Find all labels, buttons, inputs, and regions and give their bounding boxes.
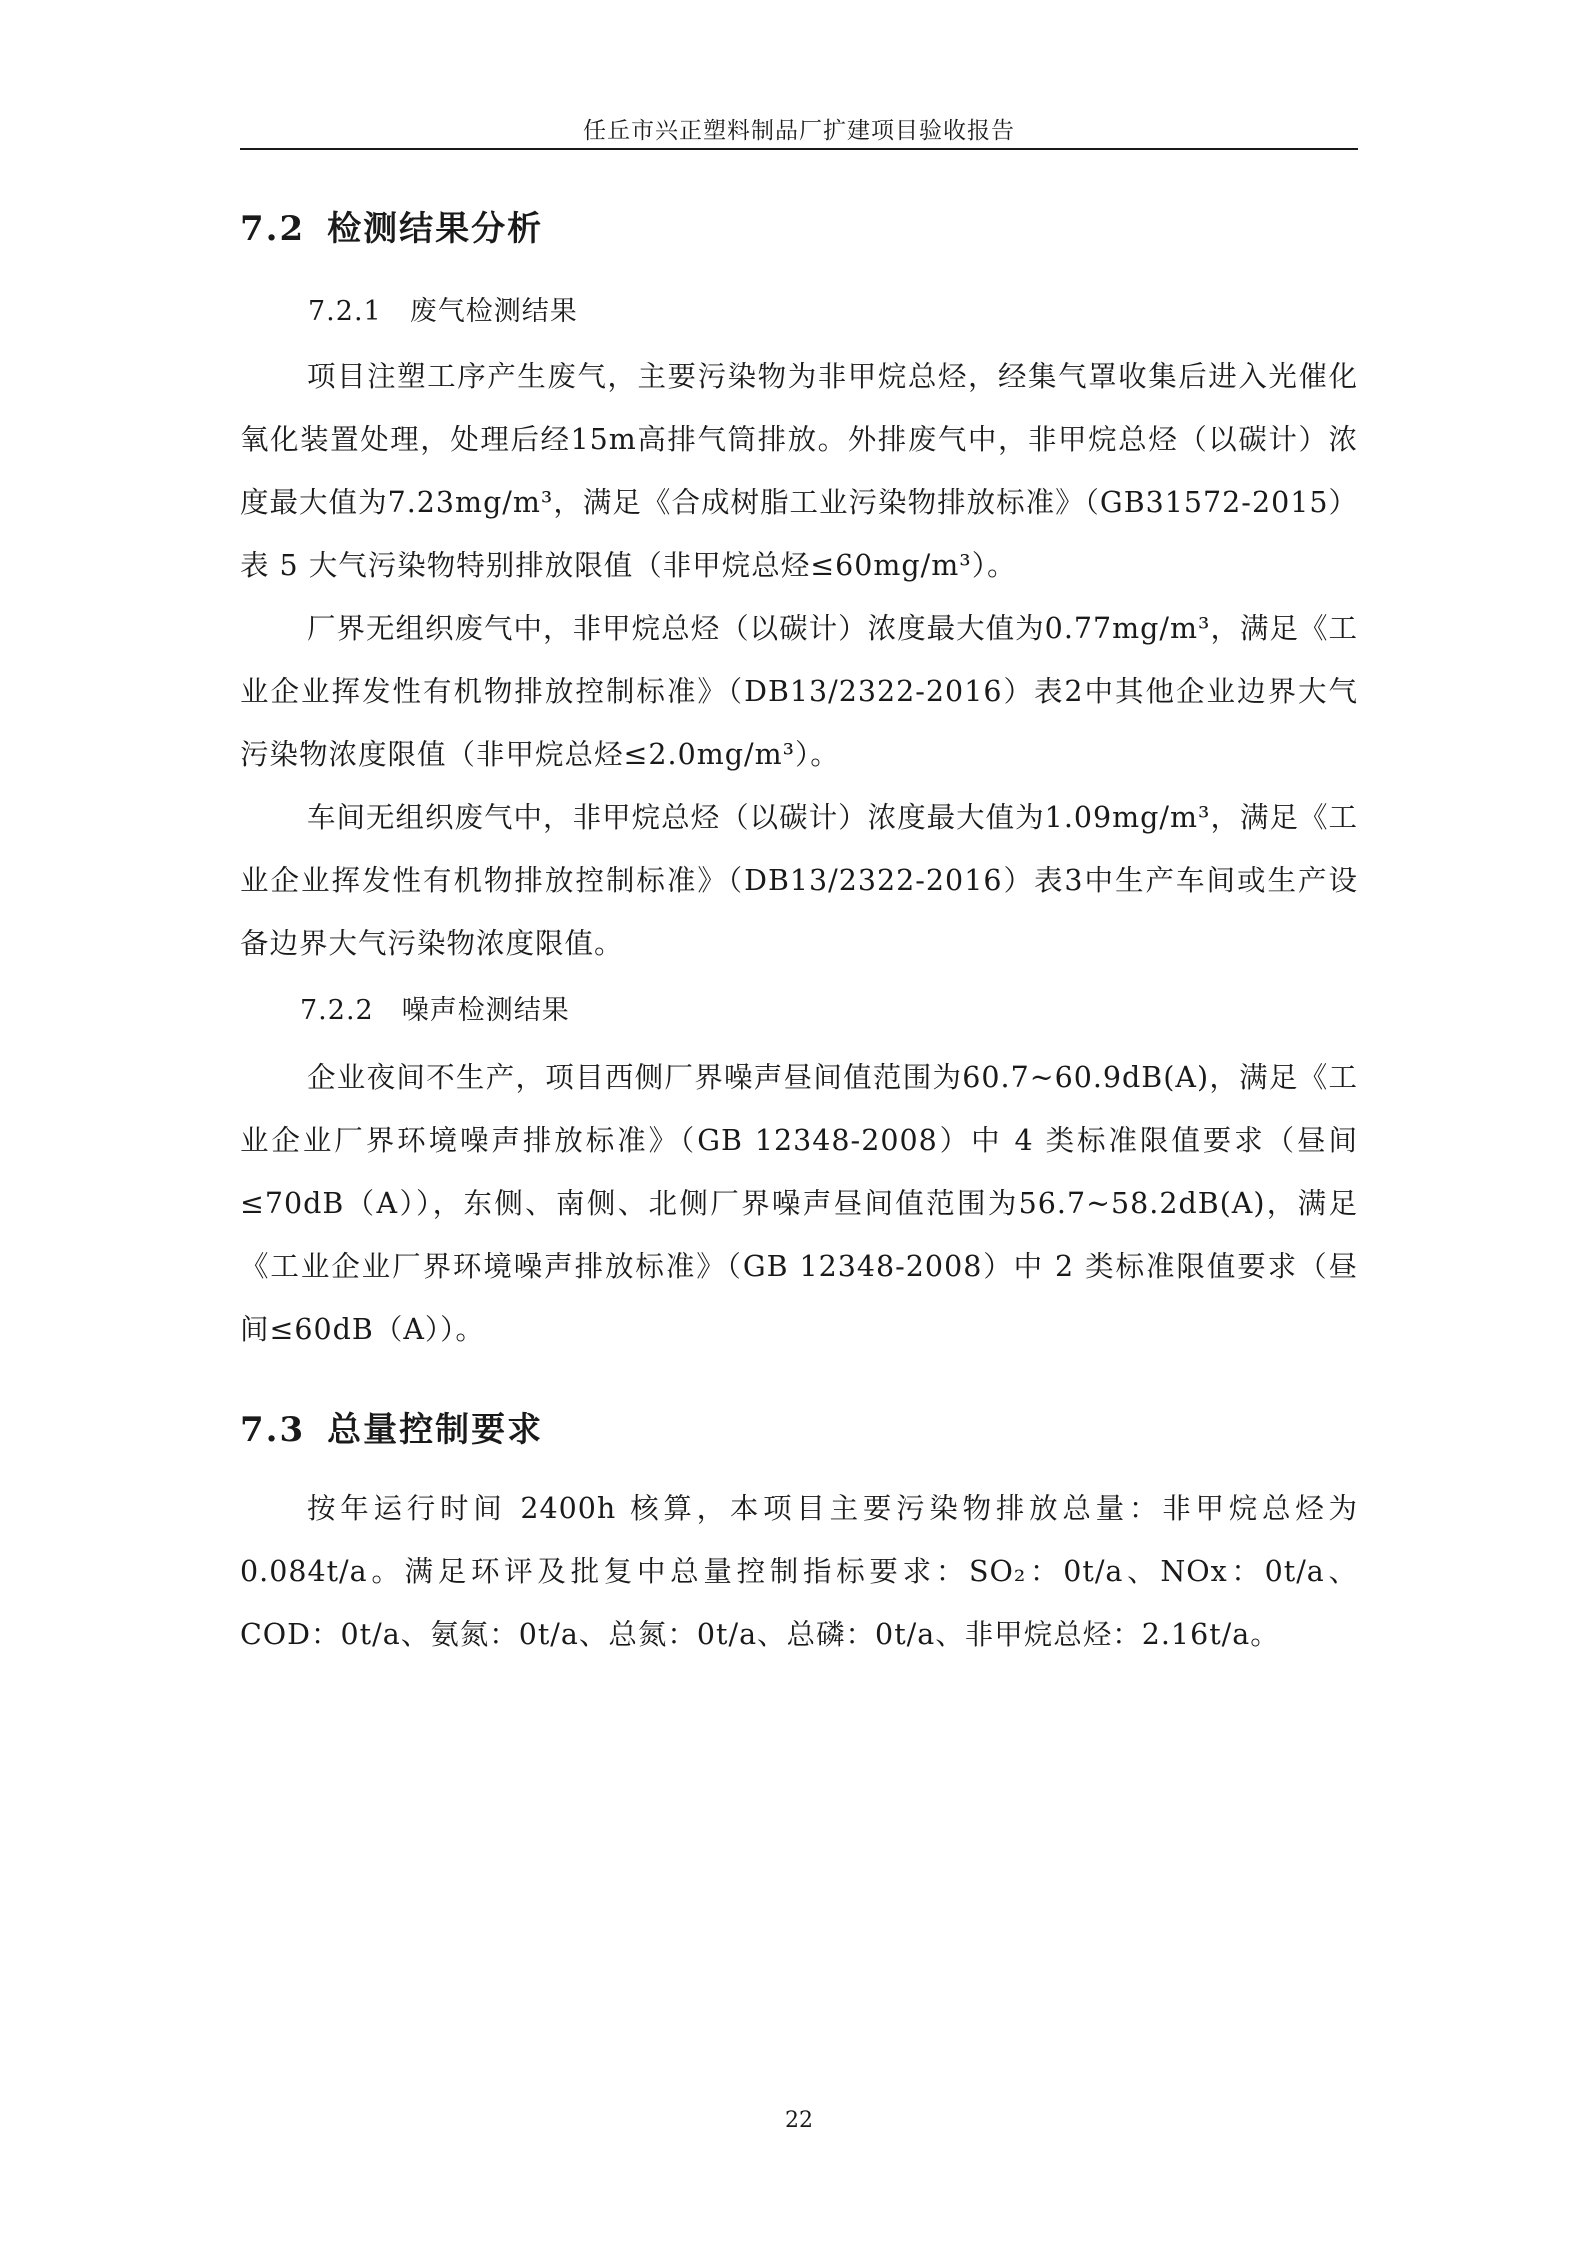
section-number: 7.2 <box>240 209 306 249</box>
paragraph-noise-results: 企业夜间不生产，项目西侧厂界噪声昼间值范围为60.7~60.9dB(A)，满足《工业企业厂界环境噪声排放标准》（GB 12348-2008）中 4 类标准限值要求（昼间≤70dB（A）），东侧、南侧、北侧厂界噪声昼间值范围为56.7~58.2dB(A)，满足《工业企业厂界环境噪声排放标准》（GB 12348-2008）中 2 类标准限值要求（昼间≤60dB（A））。 <box>240 1061 1358 1346</box>
section-title: 检测结果分析 <box>327 209 544 249</box>
subsection-heading-7-2-1 <box>308 298 1358 325</box>
section-number: 7.3 <box>240 1410 306 1450</box>
section-heading-7-3 <box>240 1410 1358 1450</box>
subsection-title: 噪声检测结果 <box>401 995 570 1026</box>
section-title: 总量控制要求 <box>327 1410 544 1450</box>
paragraph-exhaust-gas-workshop: 车间无组织废气中，非甲烷总烃（以碳计）浓度最大值为1.09mg/m³，满足《工业企业挥发性有机物排放控制标准》（DB13/2322-2016）表3中生产车间或生产设备边界大气污染物浓度限值。 <box>240 801 1358 960</box>
header-divider <box>240 148 1358 150</box>
subsection-number: 7.2.1 <box>308 296 382 327</box>
page-number: 22 <box>785 2108 813 2133</box>
page-header-title: 任丘市兴正塑料制品厂扩建项目验收报告 <box>583 118 1015 144</box>
subsection-title: 废气检测结果 <box>409 296 578 327</box>
subsection-heading-7-2-2 <box>300 997 1358 1024</box>
subsection-number: 7.2.2 <box>300 995 374 1026</box>
paragraph-exhaust-gas-boundary: 厂界无组织废气中，非甲烷总烃（以碳计）浓度最大值为0.77mg/m³，满足《工业企业挥发性有机物排放控制标准》（DB13/2322-2016）表2中其他企业边界大气污染物浓度限值（非甲烷总烃≤2.0mg/m³）。 <box>240 612 1358 771</box>
document-body <box>240 200 1358 1666</box>
section-heading-7-2 <box>240 209 1358 249</box>
paragraph-total-control: 按年运行时间 2400h 核算，本项目主要污染物排放总量：非甲烷总烃为0.084t/a。满足环评及批复中总量控制指标要求：SO₂：0t/a、NOx：0t/a、COD：0t/a、氨氮：0t/a、总氮：0t/a、总磷：0t/a、非甲烷总烃：2.16t/a。 <box>240 1492 1358 1651</box>
paragraph-exhaust-gas-organized: 项目注塑工序产生废气，主要污染物为非甲烷总烃，经集气罩收集后进入光催化氧化装置处理，处理后经15m高排气筒排放。外排废气中，非甲烷总烃（以碳计）浓度最大值为7.23mg/m³，满足《合成树脂工业污染物排放标准》（GB31572-2015）表 5 大气污染物特别排放限值（非甲烷总烃≤60mg/m³）。 <box>240 360 1358 582</box>
